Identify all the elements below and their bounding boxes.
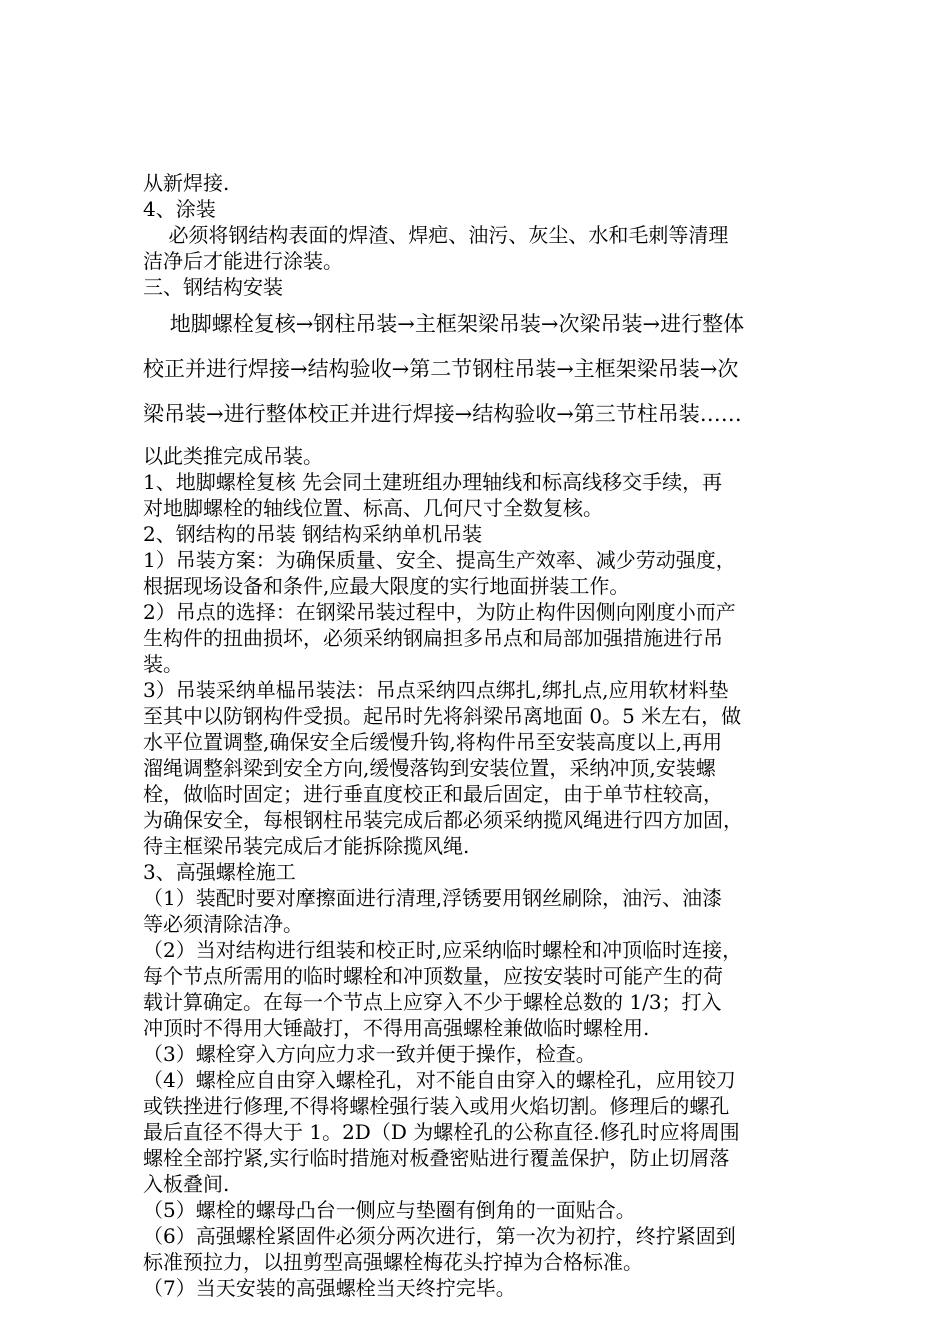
flow-line: 梁吊装→进行整体校正并进行焊接→结构验收→第三节柱吊装……	[143, 402, 742, 426]
body-line: 为确保安全，每根钢柱吊装完成后都必须采纳揽风绳进行四方加固，	[143, 808, 743, 832]
body-line: （3）螺栓穿入方向应力求一致并便于操作，检查。	[143, 1042, 596, 1066]
body-line: 至其中以防钢构件受损。起吊时先将斜梁吊离地面 0。5 米左右，做	[143, 704, 742, 728]
body-line: （6）高强螺栓紧固件必须分两次进行，第一次为初拧，终拧紧固到	[143, 1224, 736, 1248]
body-lines	[143, 443, 833, 1301]
body-line: 对地脚螺栓的轴线位置、标高、几何尺寸全数复核。	[143, 496, 603, 520]
body-line: （5）螺栓的螺母凸台一侧应与垫圈有倒角的一面贴合。	[143, 1198, 636, 1222]
body-line: 2）吊点的选择：在钢梁吊装过程中，为防止构件因侧向刚度小而产	[143, 600, 736, 624]
body-line: 溜绳调整斜梁到安全方向,缓慢落钩到安装位置，采纳冲顶,安装螺	[143, 756, 716, 780]
document-text	[143, 170, 833, 1301]
body-line: 待主框梁吊装完成后才能拆除揽风绳.	[143, 834, 470, 858]
body-line: 螺栓全部拧紧,实行临时措施对板叠密贴进行覆盖保护，防止切屑落	[143, 1146, 730, 1170]
body-line: （1）装配时要对摩擦面进行清理,浮锈要用钢丝刷除，油污、油漆	[143, 886, 723, 910]
lines-line: 三、钢结构安装	[143, 275, 283, 299]
body-line: 入板叠间.	[143, 1172, 230, 1196]
install-flow	[143, 302, 833, 437]
body-line: （2）当对结构进行组装和校正时,应采纳临时螺栓和冲顶临时连接，	[143, 938, 743, 962]
body-line: 载计算确定。在每一个节点上应穿入不少于螺栓总数的 1/3；打入	[143, 990, 722, 1014]
body-line: 最后直径不得大于 1。2D（D 为螺栓孔的公称直径.修孔时应将周围	[143, 1120, 740, 1144]
body-line: （4）螺栓应自由穿入螺栓孔，对不能自由穿入的螺栓孔，应用铰刀	[143, 1068, 736, 1092]
lines-line: 从新焊接.	[143, 171, 230, 195]
body-line: 3）吊装采纳单榀吊装法：吊点采纳四点绑扎,绑扎点,应用软材料垫	[143, 678, 729, 702]
body-line: （7）当天安装的高强螺栓当天终拧完毕。	[143, 1276, 516, 1300]
body-line: 冲顶时不得用大锤敲打，不得用高强螺栓兼做临时螺栓用.	[143, 1016, 650, 1040]
body-line: 3、高强螺栓施工	[143, 860, 296, 884]
body-line: 每个节点所需用的临时螺栓和冲顶数量，应按安装时可能产生的荷	[143, 964, 723, 988]
body-line: 等必须清除洁净。	[143, 912, 303, 936]
body-line: 根据现场设备和条件,应最大限度的实行地面拼装工作。	[143, 574, 630, 598]
body-line: 1、地脚螺栓复核 先会同土建班组办理轴线和标高线移交手续，再	[143, 470, 723, 494]
body-line: 2、钢结构的吊装 钢结构采纳单机吊装	[143, 522, 483, 546]
lines-line: 4、涂装	[143, 197, 216, 221]
body-line: 装。	[143, 652, 183, 676]
body-line: 栓，做临时固定；进行垂直度校正和最后固定，由于单节柱较高，	[143, 782, 723, 806]
lines-line: 洁净后才能进行涂装。	[143, 249, 343, 273]
body-line: 水平位置调整,确保安全后缓慢升钩,将构件吊至安装高度以上,再用	[143, 730, 723, 754]
body-line: 1）吊装方案：为确保质量、安全、提高生产效率、减少劳动强度，	[143, 548, 736, 572]
intro-lines	[143, 170, 833, 300]
flow-line: 地脚螺栓复核→钢柱吊装→主框架梁吊装→次梁吊装→进行整体	[143, 312, 745, 336]
body-line: 生构件的扭曲损坏，必须采纳钢扁担多吊点和局部加强措施进行吊	[143, 626, 723, 650]
lines-line: 必须将钢结构表面的焊渣、焊疤、油污、灰尘、水和毛刺等清理	[143, 223, 729, 247]
flow-line: 校正并进行焊接→结构验收→第二节钢柱吊装→主框架梁吊装→次	[143, 357, 739, 381]
body-line: 或铁挫进行修理,不得将螺栓强行装入或用火焰切割。修理后的螺孔	[143, 1094, 730, 1118]
body-line: 标准预拉力，以扭剪型高强螺栓梅花头拧掉为合格标准。	[143, 1250, 643, 1274]
body-line: 以此类推完成吊装。	[143, 444, 323, 468]
